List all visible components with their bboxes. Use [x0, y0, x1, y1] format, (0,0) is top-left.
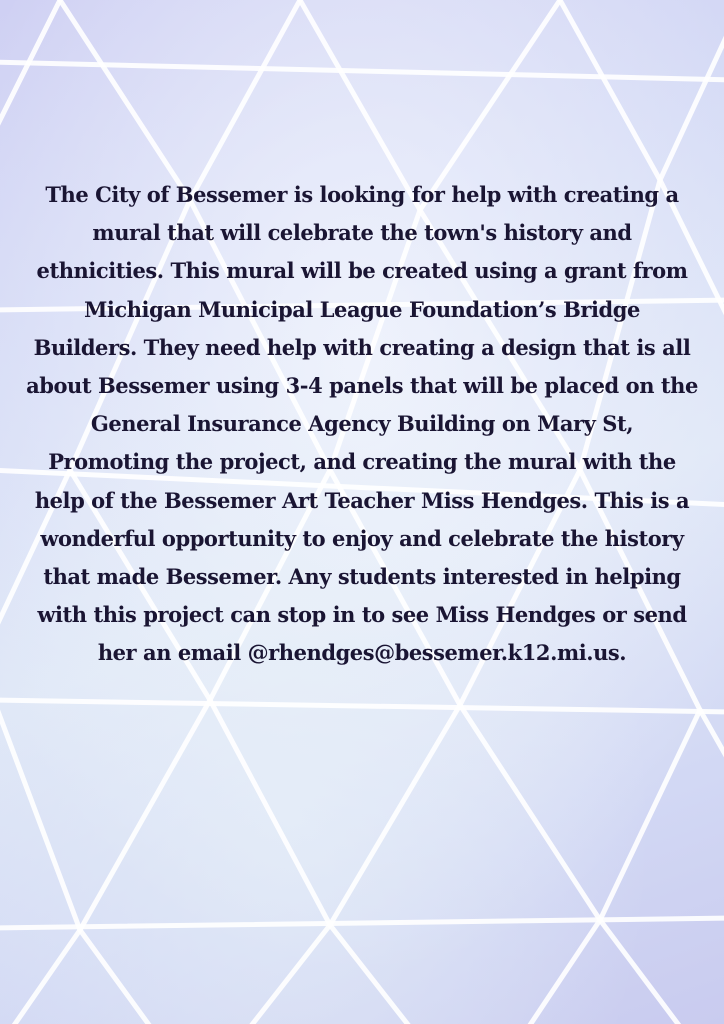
body-line: help of the Bessemer Art Teacher Miss Hendges. This is a	[34, 487, 690, 513]
body-line: that made Bessemer. Any students interested in helping	[43, 564, 681, 590]
body-line: with this project can stop in to see Miss Hendges or send	[37, 602, 687, 628]
body-line: General Insurance Agency Building on Mary St,	[90, 411, 634, 437]
flyer-body-text	[22, 176, 702, 673]
body-line: about Bessemer using 3-4 panels that will be placed on the	[26, 373, 698, 399]
body-line: Builders. They need help with creating a design that is all	[33, 334, 691, 360]
body-line: wonderful opportunity to enjoy and celebrate the history	[40, 525, 684, 551]
body-line: Michigan Municipal League Foundation’s Bridge	[84, 296, 640, 322]
body-line: mural that will celebrate the town's history and	[92, 220, 632, 246]
body-line: Promoting the project, and creating the mural with the	[48, 449, 676, 475]
body-line: ethnicities. This mural will be created using a grant from	[36, 258, 688, 284]
body-line: her an email @rhendges@bessemer.k12.mi.us.	[97, 640, 627, 666]
body-line: The City of Bessemer is looking for help with creating a	[45, 182, 679, 207]
